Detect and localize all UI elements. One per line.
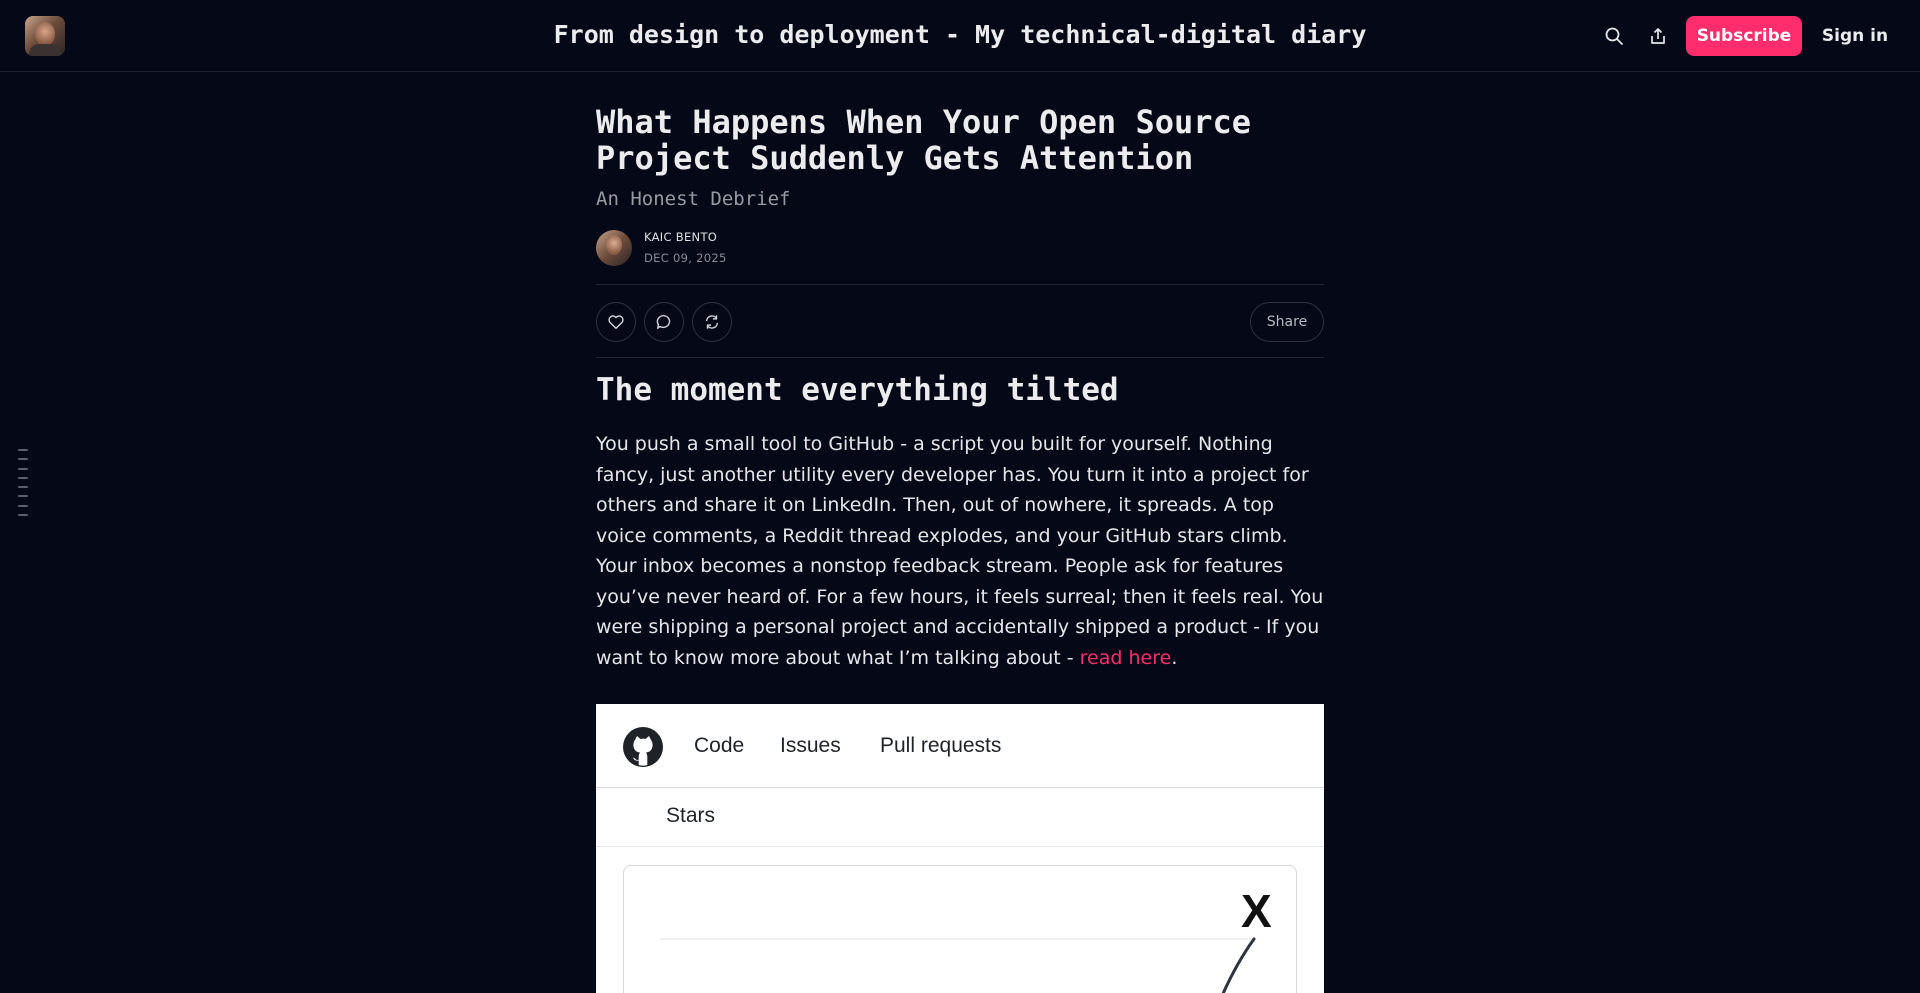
- comment-button[interactable]: [644, 302, 684, 342]
- paragraph-text: You push a small tool to GitHub - a script you built for yourself. Nothing fancy, just another utility every developer has. You turn it into a project for others and share it on LinkedIn. Then, out of nowhere, it spreads. A top voice comments, a Reddit thread explodes, and your GitHub stars climb. Your inbox becomes a nonstop feedback stream. People ask for features you’ve never heard of. For a few hours, it feels surreal; then it feels real. You were shipping a personal project and accidentally shipped a product - If you want to know more about what I’m talking about -: [596, 433, 1324, 669]
- toc-tick[interactable]: [18, 495, 28, 497]
- sign-in-button[interactable]: Sign in: [1821, 26, 1889, 46]
- toc-tick[interactable]: [18, 458, 28, 460]
- toc-tick[interactable]: [18, 468, 28, 470]
- toc-tick[interactable]: [18, 477, 28, 479]
- share-button[interactable]: Share: [1250, 302, 1324, 342]
- post-subtitle: An Honest Debrief: [596, 188, 791, 210]
- toc-tick[interactable]: [18, 505, 28, 507]
- author-name[interactable]: KAIC BENTO: [644, 230, 718, 244]
- divider: [596, 357, 1324, 358]
- publication-logo[interactable]: [25, 16, 65, 56]
- toc-tick[interactable]: [18, 486, 28, 488]
- github-nav: [596, 704, 1324, 788]
- embedded-image[interactable]: [596, 704, 1324, 993]
- comment-icon: [655, 313, 673, 331]
- section-heading: The moment everything tilted: [596, 372, 1119, 408]
- heart-icon: [607, 313, 625, 331]
- subscribe-button[interactable]: Subscribe: [1686, 16, 1802, 56]
- paragraph-end: .: [1171, 646, 1178, 669]
- stars-growth-line: [1222, 939, 1254, 993]
- article-paragraph: [596, 429, 1324, 673]
- github-nav-pull-requests: Pull requests: [880, 734, 1002, 757]
- post-date: DEC 09, 2025: [644, 251, 727, 265]
- avatar-face: [606, 235, 622, 255]
- stars-chart-svg: [624, 866, 1298, 993]
- github-nav-code: Code: [694, 734, 745, 757]
- site-title[interactable]: From design to deployment - My technical-digital diary: [553, 20, 1367, 49]
- chart-x-label: X: [1241, 885, 1272, 937]
- top-bar: [0, 0, 1920, 72]
- github-nav-issues: Issues: [780, 734, 841, 757]
- toc-tick[interactable]: [18, 514, 28, 516]
- post-title: What Happens When Your Open Source Project Suddenly Gets Attention: [596, 103, 1252, 177]
- share-upload-icon: [1648, 26, 1668, 46]
- logo-face: [35, 22, 55, 46]
- author-avatar[interactable]: [596, 230, 632, 266]
- restack-icon: [703, 313, 721, 331]
- github-stars-chart: [623, 865, 1297, 993]
- restack-button[interactable]: [692, 302, 732, 342]
- search-icon: [1604, 26, 1624, 46]
- table-of-contents[interactable]: [18, 449, 30, 523]
- logo-shirt: [29, 44, 61, 56]
- github-logo-icon: [622, 726, 664, 768]
- toc-tick[interactable]: [18, 449, 28, 451]
- like-button[interactable]: [596, 302, 636, 342]
- github-stars-label: Stars: [666, 804, 716, 827]
- divider: [596, 284, 1324, 285]
- share-page-button[interactable]: [1644, 22, 1672, 50]
- site-title-wrap: [0, 20, 1920, 49]
- read-here-link[interactable]: read here: [1079, 646, 1172, 669]
- search-button[interactable]: [1600, 22, 1628, 50]
